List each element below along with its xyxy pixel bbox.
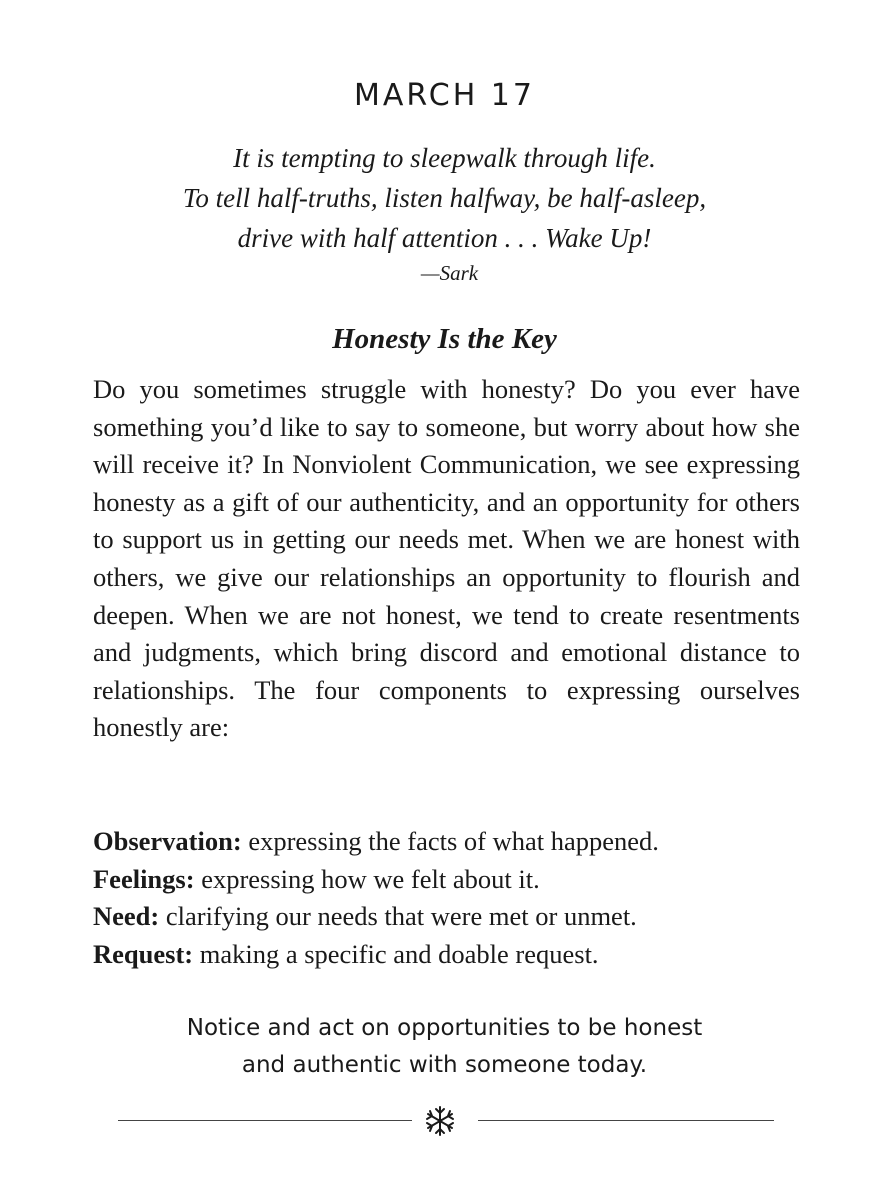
closing-line: and authentic with someone today. (241, 1052, 648, 1078)
component-item (93, 898, 813, 936)
component-description: expressing the facts of what happened. (241, 826, 659, 856)
component-term: Feelings: (93, 863, 195, 894)
component-description: making a specific and doable request. (193, 938, 599, 969)
component-term: Request: (93, 938, 194, 969)
component-term: Need: (93, 901, 160, 932)
closing-note (0, 1010, 889, 1084)
body-paragraph: Do you sometimes struggle with honesty? Do you ever have something you’d like to say to someone, but worry about how she will receive it? In Nonviolent Communication, we see expressing honesty as a gift of our authenticity, and an opportunity for others to support us in getting our needs met. When we are honest with others, we give our relationships an opportunity to flourish and deepen. When we are not honest, we tend to create resentments and judgments, which bring discord and emotional distance to relationships. The four components to expressing ourselves honestly are: (93, 374, 800, 743)
epigraph-quote (0, 138, 889, 288)
component-description: clarifying our needs that were met or unmet. (159, 901, 637, 932)
closing-line: Notice and act on opportunities to be honest (186, 1015, 703, 1041)
divider-rule-left (118, 1120, 412, 1121)
component-item (93, 861, 813, 899)
quote-line: It is tempting to sleepwalk through life. (233, 143, 656, 173)
quote-line: To tell half-truths, listen halfway, be half-asleep, (182, 183, 707, 213)
quote-line: drive with half attention . . . Wake Up! (237, 223, 652, 253)
date-heading: MARCH 17 (354, 78, 535, 113)
section-divider (118, 1101, 774, 1141)
component-item (93, 936, 813, 974)
components-list (93, 823, 813, 973)
divider-rule-right (478, 1120, 774, 1121)
component-item (93, 823, 813, 861)
snowflake-ornament-icon (422, 1103, 458, 1139)
component-description: expressing how we felt about it. (194, 863, 540, 894)
entry-title: Honesty Is the Key (332, 323, 557, 355)
quote-attribution: —Sark (420, 261, 479, 285)
component-term: Observation: (93, 826, 242, 856)
